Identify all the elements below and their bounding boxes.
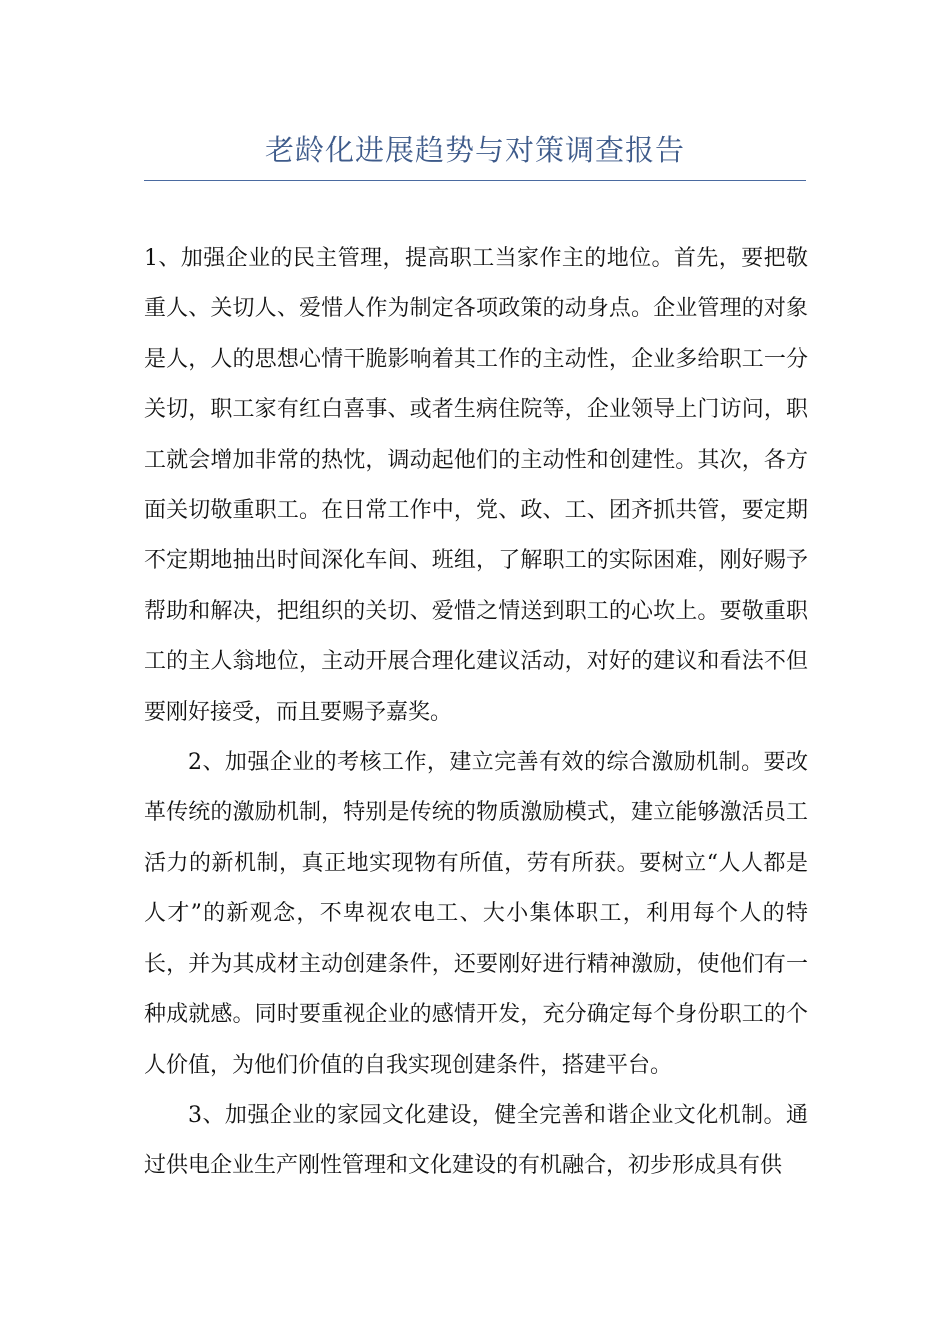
paragraph-1: 1、加强企业的民主管理，提高职工当家作主的地位。首先，要把敬重人、关切人、爱惜人作为制定各项政策的动身点。企业管理的对象是人，人的思想心情干脆影响着其工作的主动性，企业多给职工一分关切，职工家有红白喜事、或者生病住院等，企业领导上门访问，职工就会增加非常的热忱，调动起他们的主动性和创建性。其次，各方面关切敬重职工。在日常工作中，党、政、工、团齐抓共管，要定期不定期地抽出时间深化车间、班组，了解职工的实际困难，刚好赐予帮助和解决，把组织的关切、爱惜之情送到职工的心坎上。要敬重职工的主人翁地位，主动开展合理化建议活动，对好的建议和看法不但要刚好接受，而且要赐予嘉奖。 <box>144 246 808 725</box>
document-title: 老龄化进展趋势与对策调查报告 <box>264 133 685 167</box>
paragraph-3: 3、加强企业的家园文化建设，健全完善和谐企业文化机制。通过供电企业生产刚性管理和文化建设的有机融合，初步形成具有供 <box>144 1102 808 1179</box>
title-underline <box>144 180 806 181</box>
paragraph-2: 2、加强企业的考核工作，建立完善有效的综合激励机制。要改革传统的激励机制，特别是传统的物质激励模式，建立能够激活员工活力的新机制，真正地实现物有所值，劳有所获。要树立“人人都是人才”的新观念，不卑视农电工、大小集体职工，利用每个人的特长，并为其成材主动创建条件，还要刚好进行精神激励，使他们有一种成就感。同时要重视企业的感情开发，充分确定每个身份职工的个人价值，为他们价值的自我实现创建条件，搭建平台。 <box>144 750 808 1078</box>
document-body <box>144 234 808 1192</box>
